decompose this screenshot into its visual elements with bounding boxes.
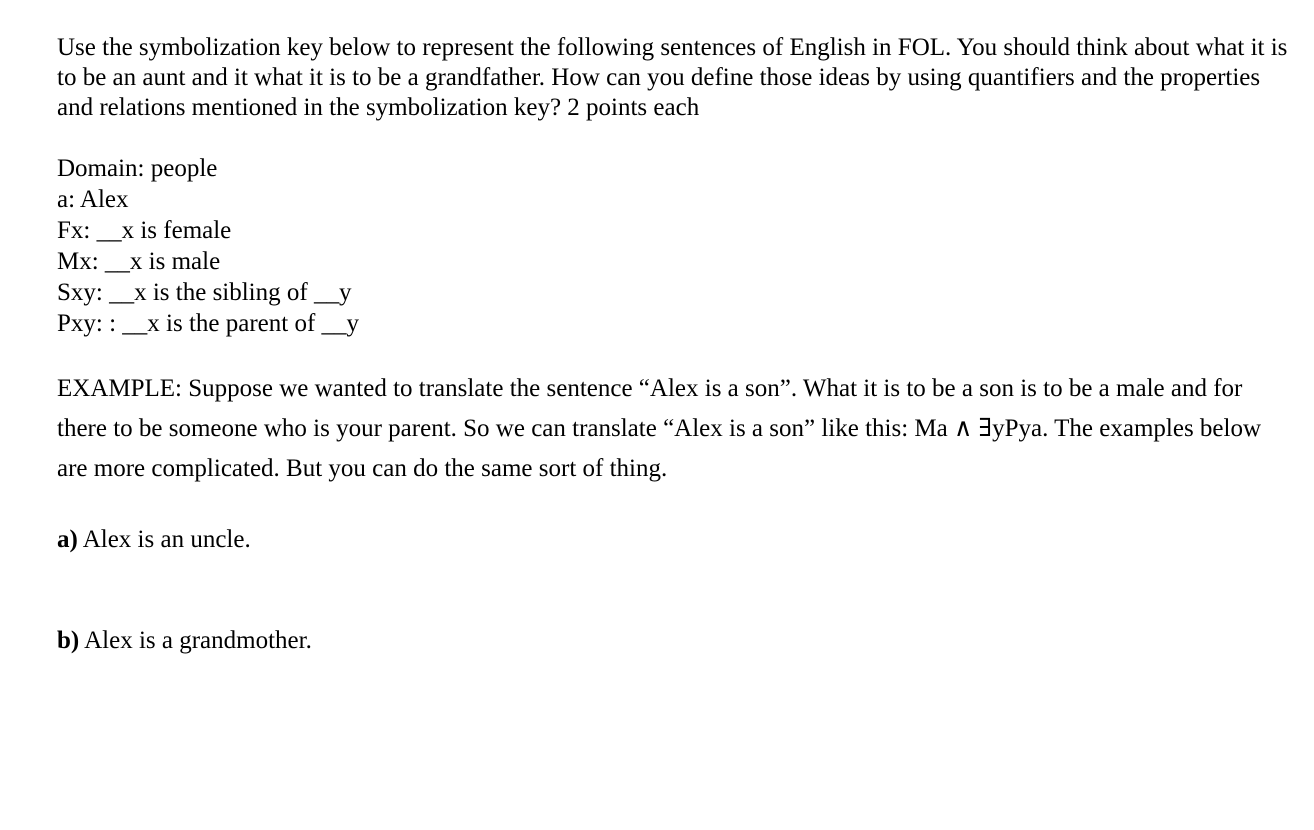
key-predicate-female: Fx: __x is female bbox=[57, 217, 232, 244]
key-constant-a: a: Alex bbox=[57, 186, 129, 213]
example-paragraph: EXAMPLE: Suppose we wanted to translate the sentence “Alex is a son”. What it is to be a son is to be a male and for there to be someone who is your parent. So we can translate “Alex is a son” like this: Ma ∧ ∃yPya. The examples below are more complicated. But you can do the same sort of thing. bbox=[57, 375, 1262, 482]
key-relation-sibling: Sxy: __x is the sibling of __y bbox=[57, 279, 352, 306]
worksheet-page bbox=[57, 33, 1297, 656]
question-a bbox=[57, 525, 1297, 555]
symbolization-key bbox=[57, 153, 1297, 339]
question-b-letter: b) bbox=[57, 627, 80, 654]
instructions-paragraph: Use the symbolization key below to represent the following sentences of English in FOL. You should think about what it is to be an aunt and it what it is to be a grandfather. How can you define those ideas by using quantifiers and the properties and relations mentioned in the symbolization key? 2 points each bbox=[57, 34, 1288, 121]
key-domain: Domain: people bbox=[57, 155, 218, 182]
key-relation-parent: Pxy: : __x is the parent of __y bbox=[57, 310, 360, 337]
question-a-text: Alex is an uncle. bbox=[77, 526, 251, 553]
key-predicate-male: Mx: __x is male bbox=[57, 248, 221, 275]
question-a-letter: a) bbox=[57, 526, 78, 553]
question-b bbox=[57, 626, 1297, 656]
question-b-text: Alex is a grandmother. bbox=[79, 627, 312, 654]
